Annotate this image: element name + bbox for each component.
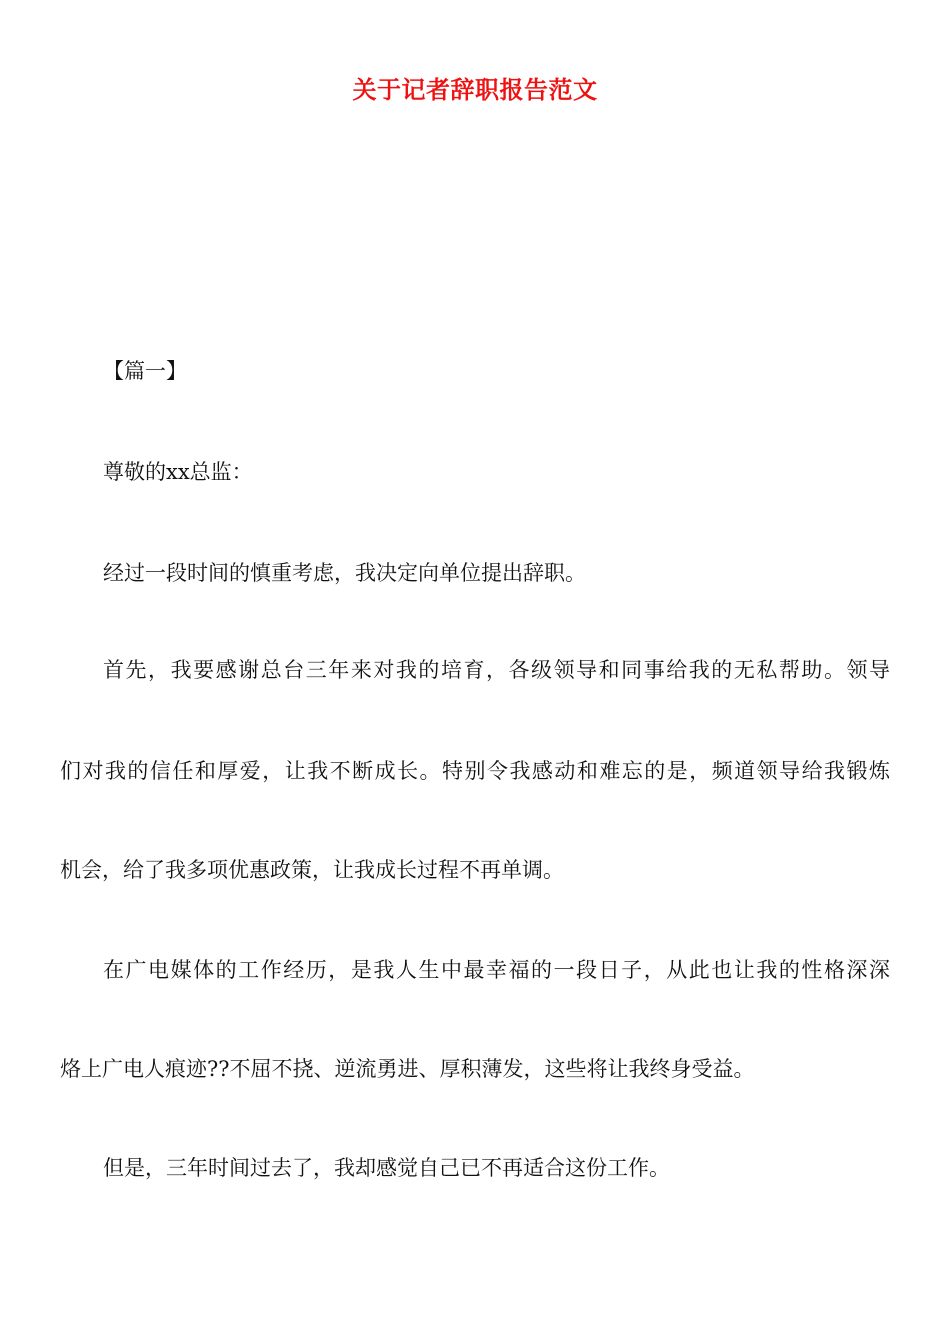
- paragraph-line-4: 机会，给了我多项优惠政策，让我成长过程不再单调。: [60, 858, 564, 882]
- paragraph-line-7: 但是，三年时间过去了，我却感觉自己已不再适合这份工作。: [103, 1156, 670, 1180]
- paragraph-line-2: 首先，我要感谢总台三年来对我的培育，各级领导和同事给我的无私帮助。领导: [103, 658, 890, 682]
- paragraph-line-5: 在广电媒体的工作经历，是我人生中最幸福的一段日子，从此也让我的性格深深: [103, 958, 890, 982]
- paragraph-line-6: 烙上广电人痕迹??不屈不挠、逆流勇进、厚积薄发，这些将让我终身受益。: [60, 1057, 755, 1081]
- section-label: 【篇一】: [103, 359, 187, 383]
- paragraph-line-3: 们对我的信任和厚爱，让我不断成长。特别令我感动和难忘的是，频道领导给我锻炼: [60, 759, 890, 783]
- salutation: 尊敬的xx总监：: [103, 460, 253, 484]
- document-title: 关于记者辞职报告范文: [352, 76, 598, 104]
- paragraph-line-1: 经过一段时间的慎重考虑，我决定向单位提出辞职。: [103, 561, 586, 585]
